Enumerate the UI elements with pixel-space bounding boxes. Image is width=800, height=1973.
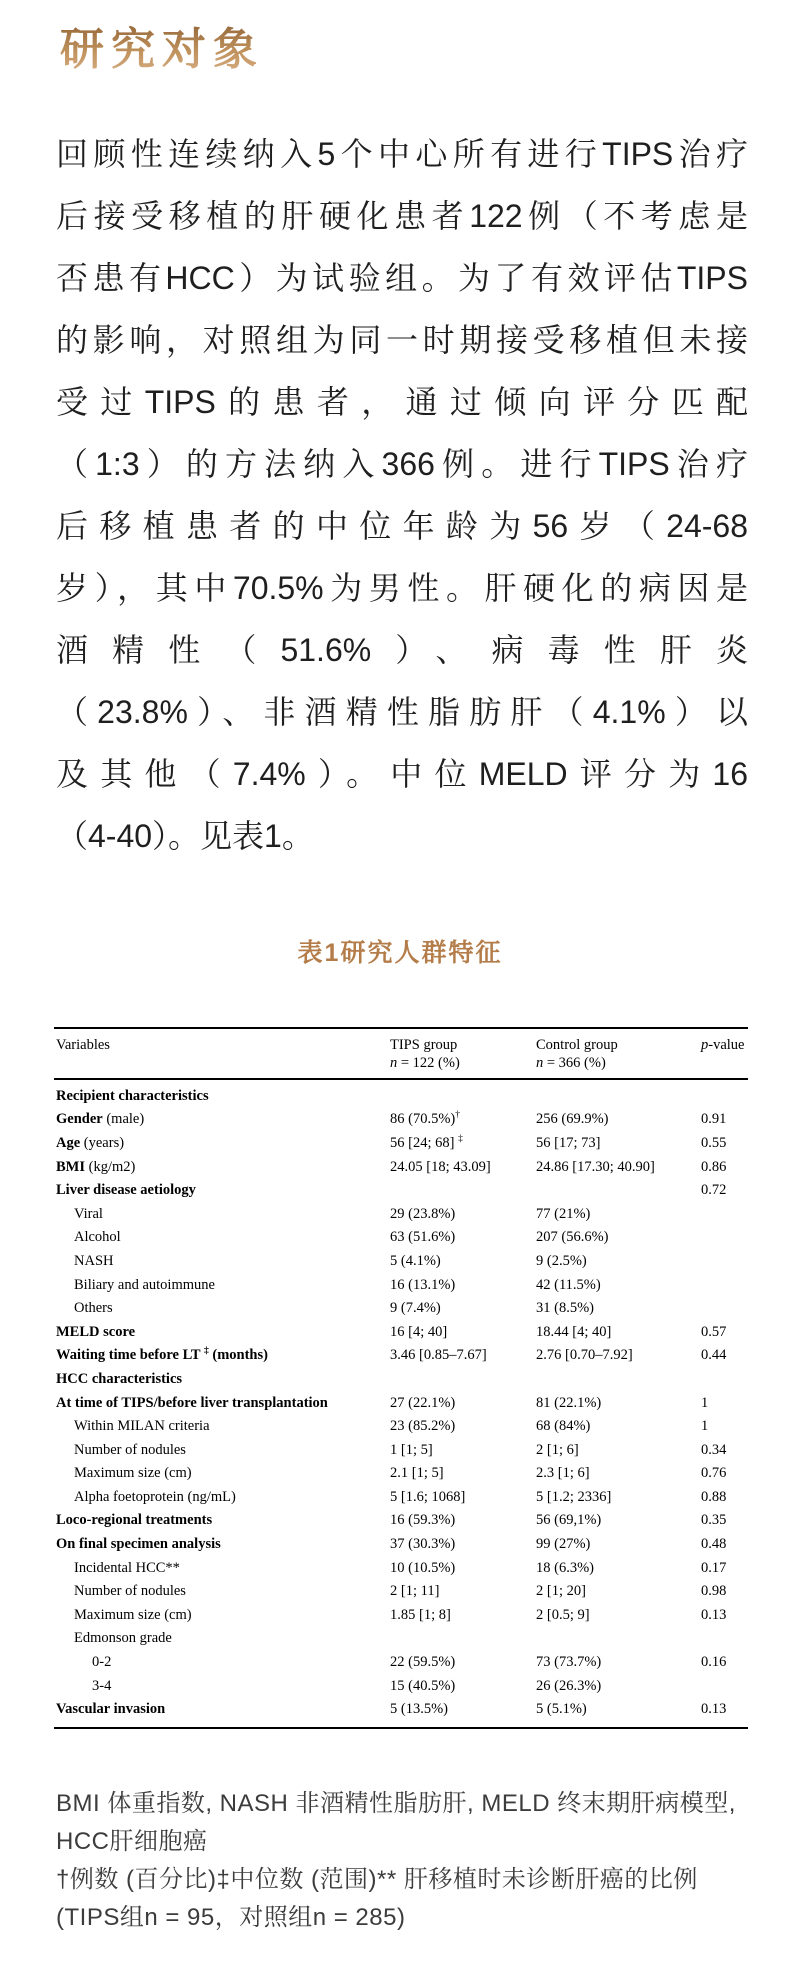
tips-n-count: = 122 (%)	[397, 1054, 460, 1071]
tips-value-cell: 86 (70.5%)†	[390, 1109, 461, 1128]
column-header-variables	[56, 1036, 390, 1072]
paragraph-line: 酒精性（51.6%）、病毒性肝炎	[56, 631, 748, 668]
table-row	[54, 1321, 748, 1345]
variable-cell: Alpha foetoprotein (ng/mL)	[74, 1488, 236, 1505]
table-row	[54, 1179, 748, 1203]
p-value-cell: 0.55	[701, 1134, 727, 1151]
p-value-suffix: -value	[708, 1036, 745, 1053]
variable-cell: Vascular invasion	[56, 1701, 166, 1718]
variable-cell: On final specimen analysis	[56, 1536, 221, 1553]
p-value-cell: 0.88	[701, 1488, 727, 1505]
control-value-cell: 42 (11.5%)	[536, 1276, 601, 1293]
tips-value-cell: 16 (13.1%)	[390, 1276, 456, 1293]
paragraph-line: （23.8%）、非酒精性脂肪肝（4.1%）以	[56, 693, 748, 730]
p-value-cell: 0.13	[701, 1606, 727, 1623]
variable-cell: Maximum size (cm)	[74, 1465, 192, 1482]
table-row	[54, 1698, 748, 1722]
variable-cell: Others	[74, 1300, 113, 1317]
control-value-cell: 56 (69,1%)	[536, 1512, 602, 1529]
tips-value-cell: 1.85 [1; 8]	[390, 1606, 451, 1623]
variable-cell: Recipient characteristics	[56, 1087, 209, 1104]
footnote-line: HCC肝细胞癌	[56, 1827, 208, 1855]
table-row	[54, 1368, 748, 1392]
variable-cell: MELD score	[56, 1323, 136, 1340]
paragraph-line: 及其他（7.4%）。中位MELD评分为16	[56, 755, 748, 792]
tips-value-cell: 37 (30.3%)	[390, 1536, 456, 1553]
control-value-cell: 77 (21%)	[536, 1205, 591, 1222]
p-value-cell: 0.57	[701, 1323, 727, 1340]
tips-value-cell: 24.05 [18; 43.09]	[390, 1158, 491, 1175]
table-row	[54, 1557, 748, 1581]
variable-cell: Gender (male)	[56, 1111, 145, 1128]
table-row	[54, 1250, 748, 1274]
table-row	[54, 1274, 748, 1298]
p-value-cell: 0.17	[701, 1559, 727, 1576]
tips-value-cell: 23 (85.2%)	[390, 1418, 456, 1435]
table-row	[54, 1156, 748, 1180]
p-value-cell: 0.76	[701, 1465, 727, 1482]
control-value-cell: 26 (26.3%)	[536, 1677, 602, 1694]
control-group-label: Control group	[536, 1036, 618, 1053]
tips-value-cell: 27 (22.1%)	[390, 1394, 456, 1411]
p-value-cell: 0.16	[701, 1654, 727, 1671]
table-row	[54, 1203, 748, 1227]
control-value-cell: 2 [1; 6]	[536, 1441, 579, 1458]
control-value-cell: 18 (6.3%)	[536, 1559, 594, 1576]
tips-value-cell: 3.46 [0.85–7.67]	[390, 1347, 487, 1364]
table-row	[54, 1415, 748, 1439]
body-paragraph	[56, 123, 748, 867]
p-value-cell: 0.48	[701, 1536, 727, 1553]
control-n-symbol: n	[536, 1054, 544, 1071]
tips-value-cell: 15 (40.5%)	[390, 1677, 456, 1694]
variable-cell: Biliary and autoimmune	[74, 1276, 215, 1293]
variable-cell: Loco-regional treatments	[56, 1512, 213, 1529]
table-row	[54, 1439, 748, 1463]
characteristics-table	[54, 1027, 748, 1729]
table-title: 表1研究人群特征	[297, 938, 503, 967]
p-value-cell: 0.86	[701, 1158, 727, 1175]
variable-cell: 0-2	[92, 1654, 112, 1671]
table-row	[54, 1580, 748, 1604]
variable-cell: Number of nodules	[74, 1583, 186, 1600]
table-row	[54, 1132, 748, 1156]
table-row	[54, 1675, 748, 1699]
control-value-cell: 2.76 [0.70–7.92]	[536, 1347, 633, 1364]
table-row	[54, 1344, 748, 1368]
table-header-row	[54, 1027, 748, 1080]
control-value-cell: 68 (84%)	[536, 1418, 591, 1435]
tips-group-label: TIPS group	[390, 1036, 458, 1053]
variable-cell: Waiting time before LT ‡ (months)	[56, 1345, 268, 1364]
control-value-cell: 2 [0.5; 9]	[536, 1606, 590, 1623]
tips-value-cell: 2 [1; 11]	[390, 1583, 440, 1600]
control-value-cell: 2.3 [1; 6]	[536, 1465, 590, 1482]
control-value-cell: 31 (8.5%)	[536, 1300, 594, 1317]
p-value-cell: 0.34	[701, 1441, 727, 1458]
tips-value-cell: 9 (7.4%)	[390, 1300, 441, 1317]
p-value-cell: 0.98	[701, 1583, 727, 1600]
control-value-cell: 24.86 [17.30; 40.90]	[536, 1158, 655, 1175]
paragraph-line: 后移植患者的中位年龄为56岁（24-68	[56, 507, 748, 544]
table-row	[54, 1604, 748, 1628]
control-value-cell: 5 (5.1%)	[536, 1701, 587, 1718]
tips-value-cell: 16 [4; 40]	[390, 1323, 448, 1340]
table-row	[54, 1085, 748, 1109]
tips-value-cell: 22 (59.5%)	[390, 1654, 456, 1671]
table-row	[54, 1651, 748, 1675]
table-row	[54, 1486, 748, 1510]
table-row	[54, 1509, 748, 1533]
table-row	[54, 1392, 748, 1416]
variable-cell: Edmonson grade	[74, 1630, 172, 1647]
column-header-tips-group	[390, 1036, 536, 1072]
control-value-cell: 56 [17; 73]	[536, 1134, 601, 1151]
variable-cell: NASH	[74, 1252, 114, 1269]
tips-value-cell: 63 (51.6%)	[390, 1229, 456, 1246]
variable-cell: Age (years)	[56, 1134, 125, 1151]
p-value-cell: 1	[701, 1418, 709, 1435]
variable-cell: At time of TIPS/before liver transplantation	[56, 1394, 328, 1411]
variable-cell: Incidental HCC**	[74, 1559, 180, 1576]
variable-cell: Number of nodules	[74, 1441, 186, 1458]
p-value-cell: 0.44	[701, 1347, 727, 1364]
variable-cell: HCC characteristics	[56, 1370, 183, 1387]
p-value-cell: 0.72	[701, 1182, 727, 1199]
footnote-line: BMI 体重指数, NASH 非酒精性脂肪肝, MELD 终末期肝病模型,	[56, 1789, 736, 1817]
control-n-count: = 366 (%)	[543, 1054, 606, 1071]
tips-value-cell: 10 (10.5%)	[390, 1559, 456, 1576]
tips-n-symbol: n	[390, 1054, 398, 1071]
column-header-control-group	[536, 1036, 701, 1072]
table-row	[54, 1533, 748, 1557]
tips-value-cell: 29 (23.8%)	[390, 1205, 456, 1222]
control-value-cell: 18.44 [4; 40]	[536, 1323, 612, 1340]
control-value-cell: 2 [1; 20]	[536, 1583, 586, 1600]
tips-value-cell: 56 [24; 68] ‡	[390, 1133, 463, 1151]
control-value-cell: 5 [1.2; 2336]	[536, 1488, 612, 1505]
table-body	[54, 1080, 748, 1729]
p-symbol: p	[701, 1036, 709, 1053]
section-heading: 研究对象	[60, 24, 264, 77]
paragraph-line: 岁），其中70.5%为男性。肝硬化的病因是	[56, 569, 748, 606]
tips-value-cell: 5 [1.6; 1068]	[390, 1488, 466, 1505]
variable-cell: Alcohol	[74, 1229, 121, 1246]
table-row	[54, 1297, 748, 1321]
column-header-variables-label: Variables	[56, 1036, 110, 1053]
p-value-cell: 0.35	[701, 1512, 727, 1529]
column-header-p-value	[701, 1036, 748, 1072]
table-row	[54, 1627, 748, 1651]
variable-cell: 3-4	[92, 1677, 112, 1694]
paragraph-line: 回顾性连续纳入5个中心所有进行TIPS治疗	[56, 135, 748, 172]
variable-cell: Maximum size (cm)	[74, 1606, 192, 1623]
paragraph-line: （1:3）的方法纳入366例。进行TIPS治疗	[56, 445, 748, 482]
footnotes	[56, 1785, 750, 1937]
paragraph-line: 后接受移植的肝硬化患者122例（不考虑是	[56, 197, 748, 234]
control-value-cell: 9 (2.5%)	[536, 1252, 587, 1269]
paragraph-line: 否患有HCC）为试验组。为了有效评估TIPS	[56, 259, 748, 296]
paragraph-line: 受过TIPS的患者，通过倾向评分匹配	[56, 383, 748, 420]
variable-cell: BMI (kg/m2)	[56, 1158, 136, 1175]
p-value-cell: 1	[701, 1394, 709, 1411]
p-value-cell: 0.91	[701, 1111, 727, 1128]
table-row	[54, 1462, 748, 1486]
p-value-cell: 0.13	[701, 1701, 727, 1718]
tips-value-cell: 5 (4.1%)	[390, 1252, 441, 1269]
control-value-cell: 73 (73.7%)	[536, 1654, 602, 1671]
paragraph-line: 的影响，对照组为同一时期接受移植但未接	[56, 321, 748, 358]
footnote-line: (TIPS组n = 95，对照组n = 285)	[56, 1903, 406, 1931]
variable-cell: Within MILAN criteria	[74, 1418, 210, 1435]
tips-value-cell: 2.1 [1; 5]	[390, 1465, 444, 1482]
variable-cell: Liver disease aetiology	[56, 1182, 196, 1199]
tips-value-cell: 5 (13.5%)	[390, 1701, 448, 1718]
tips-value-cell: 16 (59.3%)	[390, 1512, 456, 1529]
control-value-cell: 207 (56.6%)	[536, 1229, 609, 1246]
footnote-line: †例数 (百分比)‡中位数 (范围)** 肝移植时未诊断肝癌的比例	[56, 1865, 698, 1893]
variable-cell: Viral	[74, 1205, 103, 1222]
control-value-cell: 256 (69.9%)	[536, 1111, 609, 1128]
control-value-cell: 99 (27%)	[536, 1536, 591, 1553]
control-value-cell: 81 (22.1%)	[536, 1394, 602, 1411]
tips-value-cell: 1 [1; 5]	[390, 1441, 433, 1458]
table-row	[54, 1108, 748, 1132]
paragraph-line: （4-40）。见表1。	[56, 817, 314, 854]
table-row	[54, 1226, 748, 1250]
